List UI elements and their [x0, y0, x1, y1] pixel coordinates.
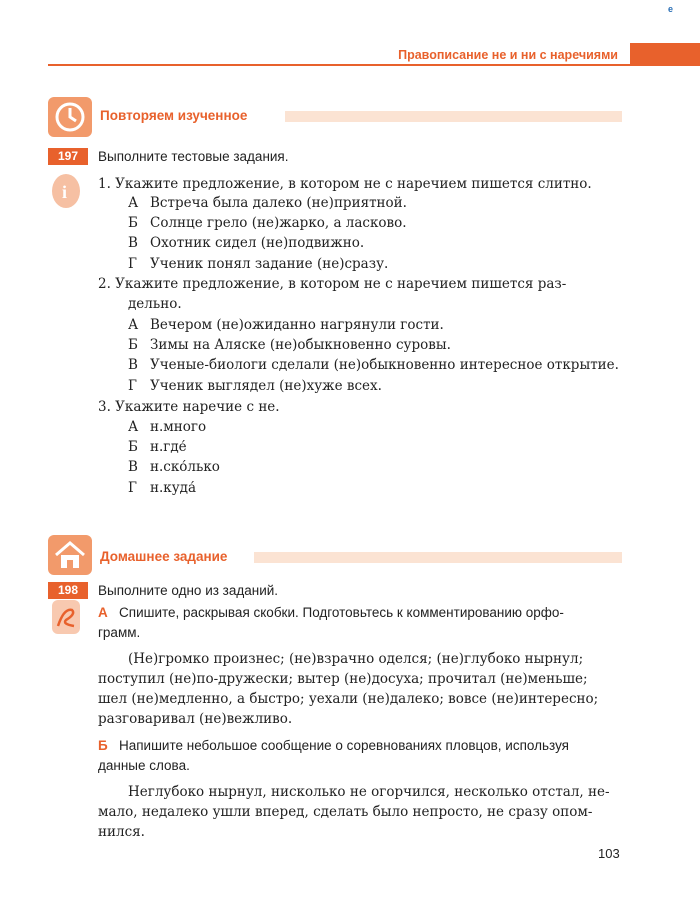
section-rule: [254, 552, 622, 563]
exercise-instruction: Выполните одно из заданий.: [98, 583, 279, 598]
task-a-text: поступил (не)по-дружески; вытер (не)досуха; прочитал (не)меньше;: [98, 671, 588, 687]
section-title-homework: Домашнее задание: [100, 549, 228, 564]
svg-text:i: i: [62, 182, 68, 202]
section-title-review: Повторяем изученное: [100, 108, 248, 123]
publisher-logo: e: [668, 4, 674, 14]
option: Б Зимы на Аляске (не)обыкновенно суровы.: [128, 337, 451, 353]
home-icon: [48, 535, 92, 575]
page-number: 103: [598, 846, 620, 861]
task-a-text: (Не)громко произнес; (не)взрачно оделся; (не)глубоко нырнул;: [128, 651, 584, 667]
task-a-line1: А Спишите, раскрывая скобки. Подготовьтесь к комментированию орфо-: [98, 605, 564, 620]
option: В н.ско́лько: [128, 459, 220, 475]
running-header-title: Правописание не и ни с наречиями: [398, 48, 618, 62]
task-b-text: Неглубоко нырнул, нисколько не огорчился, несколько отстал, не-: [128, 784, 610, 800]
exercise-instruction: Выполните тестовые задания.: [98, 149, 289, 164]
task-a-text: разговаривал (не)вежливо.: [98, 711, 293, 727]
clock-icon: [48, 97, 92, 137]
option: А Вечером (не)ожиданно нагрянули гости.: [128, 317, 444, 333]
task-b-line2: данные слова.: [98, 758, 190, 773]
writing-icon: [52, 600, 80, 634]
info-icon: [52, 174, 80, 208]
option: В Ученые-биологи сделали (не)обыкновенно интересное открытие.: [128, 357, 619, 373]
task-b-text: мало, недалеко ушли вперед, сделать было непросто, не сразу опом-: [98, 804, 593, 820]
task-b-text: нился.: [98, 824, 145, 840]
option: Г н.куда́: [128, 480, 197, 496]
task-a-line2: грамм.: [98, 625, 141, 640]
question-1: 1. Укажите предложение, в котором не с наречием пишется слитно.: [98, 176, 592, 192]
exercise-number-197: 197: [48, 148, 88, 165]
option: А Встреча была далеко (не)приятной.: [128, 195, 407, 211]
task-b-line1: Б Напишите небольшое сообщение о соревнованиях пловцов, используя: [98, 738, 569, 753]
option: Г Ученик выглядел (не)хуже всех.: [128, 378, 382, 394]
header-accent-bar: [630, 43, 700, 64]
option: В Охотник сидел (не)подвижно.: [128, 235, 365, 251]
question-2: 2. Укажите предложение, в котором не с наречием пишется раз-: [98, 276, 567, 292]
question-2-cont: дельно.: [128, 296, 182, 312]
exercise-number-198: 198: [48, 582, 88, 599]
question-3: 3. Укажите наречие с не.: [98, 399, 280, 415]
option: Б Солнце грело (не)жарко, а ласково.: [128, 215, 407, 231]
option: Г Ученик понял задание (не)сразу.: [128, 256, 389, 272]
task-a-text: шел (не)медленно, а быстро; уехали (не)далеко; вовсе (не)интересно;: [98, 691, 599, 707]
option: Б н.где́: [128, 439, 187, 455]
header-rule: [48, 64, 700, 66]
option: А н.много: [128, 419, 207, 435]
section-rule: [285, 111, 622, 122]
